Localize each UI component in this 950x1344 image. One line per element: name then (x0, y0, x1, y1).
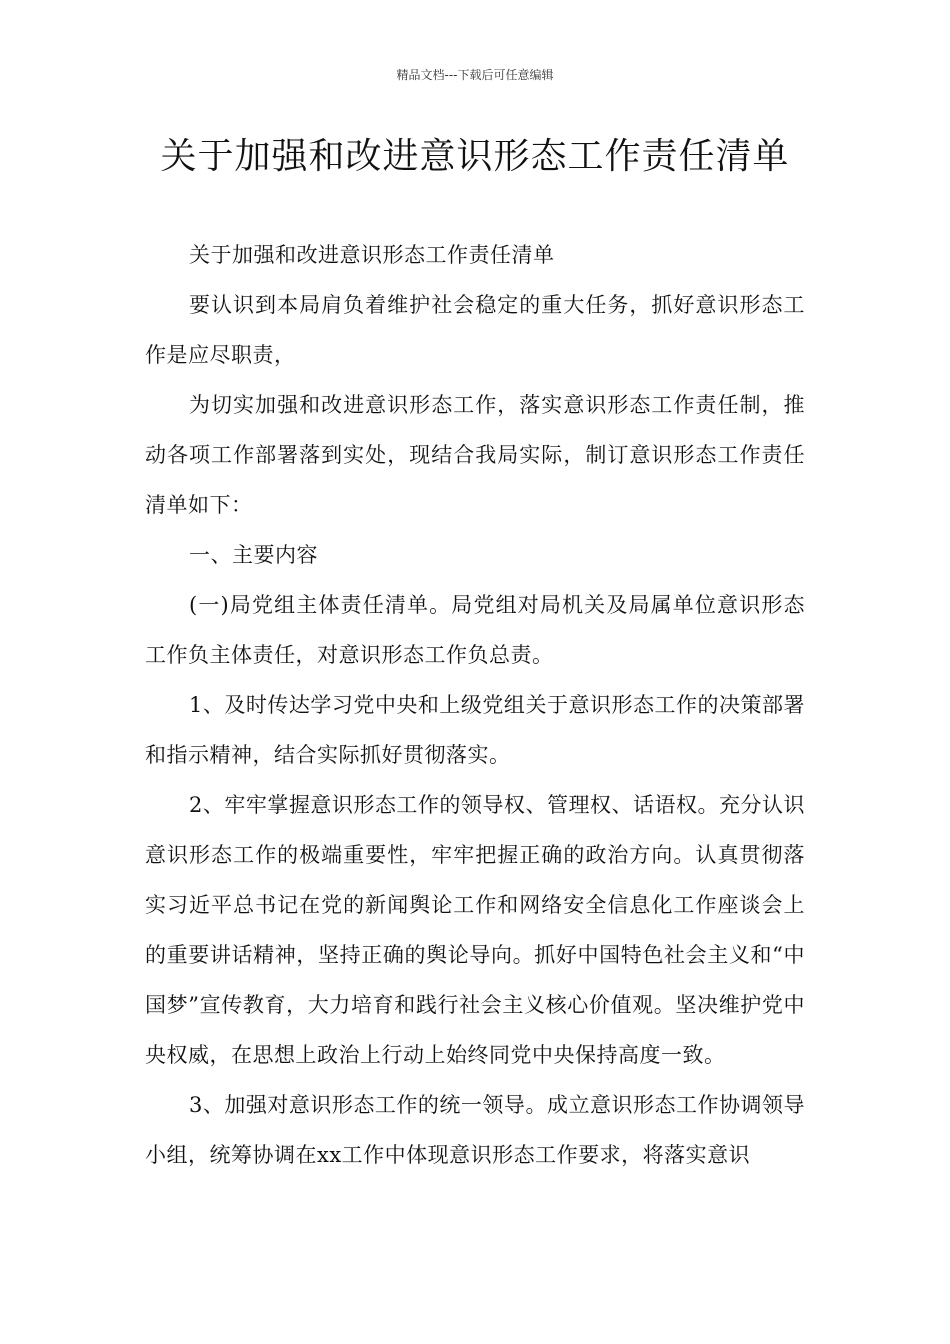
paragraph-subtitle: 关于加强和改进意识形态工作责任清单 (189, 243, 555, 267)
paragraph: 要认识到本局肩负着维护社会稳定的重大任务，抓好意识形态工作是应尽职责， (145, 293, 805, 367)
section-heading: 一、主要内容 (189, 543, 318, 567)
paragraph: 为切实加强和改进意识形态工作，落实意识形态工作责任制，推动各项工作部署落到实处，现结合我局实际，制订意识形态工作责任清单如下： (145, 393, 805, 517)
header-note: 精品文档---下载后可任意编辑 (396, 68, 554, 82)
paragraph: 1、及时传达学习党中央和上级党组关于意识形态工作的决策部署和指示精神，结合实际抓好贯彻落实。 (145, 693, 805, 767)
document-title: 关于加强和改进意识形态工作责任清单 (160, 136, 790, 177)
document-body (145, 230, 805, 1180)
paragraph: 2、牢牢掌握意识形态工作的领导权、管理权、话语权。充分认识意识形态工作的极端重要性，牢牢把握正确的政治方向。认真贯彻落实习近平总书记在党的新闻舆论工作和网络安全信息化工作座谈会上的重要讲话精神，坚持正确的舆论导向。抓好中国特色社会主义和“中国梦”宣传教育，大力培育和践行社会主义核心价值观。坚决维护党中央权威，在思想上政治上行动上始终同党中央保持高度一致。 (145, 793, 805, 1067)
paragraph: (一)局党组主体责任清单。局党组对局机关及局属单位意识形态工作负主体责任，对意识形态工作负总责。 (145, 593, 805, 667)
paragraph: 3、加强对意识形态工作的统一领导。成立意识形态工作协调领导小组，统筹协调在xx工作中体现意识形态工作要求，将落实意识 (145, 1093, 805, 1167)
